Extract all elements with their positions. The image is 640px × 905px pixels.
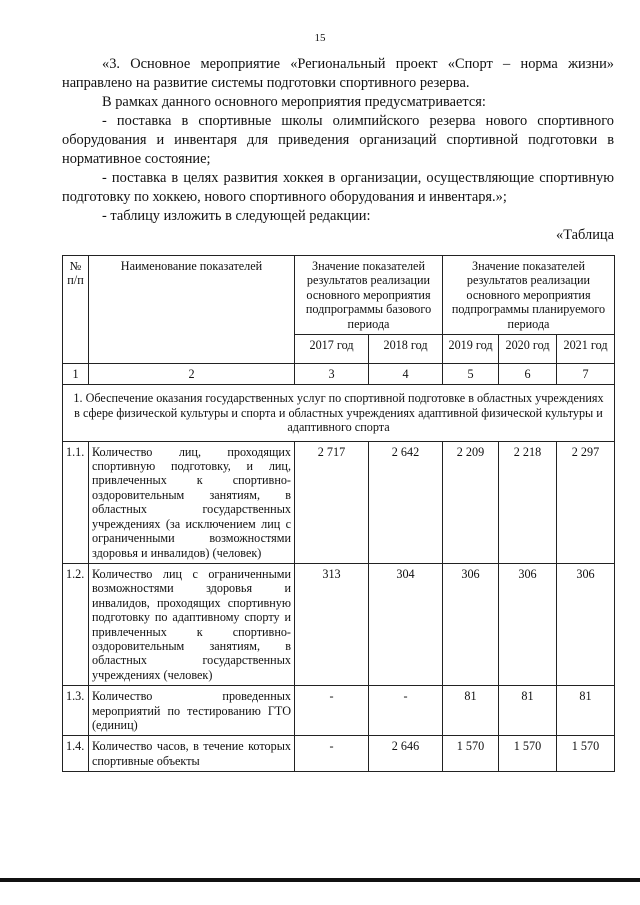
- row-value-2020: 2 218: [499, 441, 557, 563]
- row-value-2017: 2 717: [295, 441, 369, 563]
- row-name: Количество лиц с ограниченными возможностями здоровья и инвалидов, проходящих спортивную подготовку по адаптивному спорту и привлеченных к спортивно-оздоровительным занятиям, в областных государственных учреждениях (человек): [89, 563, 295, 685]
- header-num: № п/п: [63, 256, 89, 364]
- row-value-2018: 2 646: [369, 736, 443, 772]
- page-number: 15: [314, 32, 326, 44]
- header-year-2019: 2019 год: [443, 335, 499, 364]
- section-row: [63, 385, 615, 441]
- row-name: Количество лиц, проходящих спортивную подготовку, и лиц, привлеченных к спортивно-оздоровительным занятиям, в областных государственных учреждениях (за исключением лиц с ограниченными возможностями здоровья и инвалидов) (человек): [89, 441, 295, 563]
- column-number: 1: [63, 364, 89, 385]
- header-base-period: Значение показателей результатов реализации основного мероприятия подпрограммы базового периода: [295, 256, 443, 335]
- indicators-table: [62, 255, 615, 772]
- body-text: [62, 55, 614, 245]
- row-value-2019: 1 570: [443, 736, 499, 772]
- row-number: 1.1.: [63, 441, 89, 563]
- column-number: 7: [557, 364, 615, 385]
- header-year-2021: 2021 год: [557, 335, 615, 364]
- row-value-2021: 2 297: [557, 441, 615, 563]
- row-number: 1.3.: [63, 686, 89, 736]
- row-value-2017: 313: [295, 563, 369, 685]
- row-name: Количество проведенных мероприятий по тестированию ГТО (единиц): [89, 686, 295, 736]
- table-row: [63, 736, 615, 772]
- row-value-2018: 2 642: [369, 441, 443, 563]
- row-value-2021: 1 570: [557, 736, 615, 772]
- row-value-2021: 306: [557, 563, 615, 685]
- row-value-2018: 304: [369, 563, 443, 685]
- column-number: 2: [89, 364, 295, 385]
- section-title: 1. Обеспечение оказания государственных услуг по спортивной подготовке в областных учреждениях в сфере физической культуры и спорта и областных учреждениях адаптивной физической культуры и адаптивного спорта: [63, 385, 615, 441]
- row-number: 1.2.: [63, 563, 89, 685]
- header-year-2020: 2020 год: [499, 335, 557, 364]
- row-value-2020: 306: [499, 563, 557, 685]
- paragraph-intro: «3. Основное мероприятие «Региональный проект «Спорт – норма жизни» направлено на развитие системы подготовки спортивного резерва.: [62, 56, 614, 91]
- table-row: [63, 686, 615, 736]
- header-plan-period: Значение показателей результатов реализации основного мероприятия подпрограммы планируемого периода: [443, 256, 615, 335]
- column-numbers-row: [63, 364, 615, 385]
- paragraph-table-note: - таблицу изложить в следующей редакции:: [102, 208, 371, 224]
- row-value-2020: 81: [499, 686, 557, 736]
- row-value-2020: 1 570: [499, 736, 557, 772]
- row-name: Количество часов, в течение которых спортивные объекты: [89, 736, 295, 772]
- table-header-row: [63, 256, 615, 335]
- row-value-2018: -: [369, 686, 443, 736]
- page-bottom-rule: [0, 878, 640, 882]
- column-number: 3: [295, 364, 369, 385]
- row-value-2017: -: [295, 686, 369, 736]
- row-number: 1.4.: [63, 736, 89, 772]
- header-name: Наименование показателей: [89, 256, 295, 364]
- row-value-2019: 306: [443, 563, 499, 685]
- table-row: [63, 563, 615, 685]
- column-number: 5: [443, 364, 499, 385]
- column-number: 4: [369, 364, 443, 385]
- table-row: [63, 441, 615, 563]
- paragraph-item-hockey: - поставка в целях развития хоккея в организации, осуществляющие спортивную подготовку по хоккею, нового спортивного оборудования и инвентаря.»;: [62, 170, 614, 205]
- paragraph-item-olympic: - поставка в спортивные школы олимпийского резерва нового спортивного оборудования и инвентаря для приведения организаций спортивной подготовки в нормативное состояние;: [62, 113, 614, 167]
- header-year-2018: 2018 год: [369, 335, 443, 364]
- header-year-2017: 2017 год: [295, 335, 369, 364]
- row-value-2021: 81: [557, 686, 615, 736]
- paragraph-provisions: В рамках данного основного мероприятия предусматривается:: [102, 94, 486, 110]
- column-number: 6: [499, 364, 557, 385]
- row-value-2019: 81: [443, 686, 499, 736]
- row-value-2017: -: [295, 736, 369, 772]
- row-value-2019: 2 209: [443, 441, 499, 563]
- table-caption: «Таблица: [556, 227, 614, 243]
